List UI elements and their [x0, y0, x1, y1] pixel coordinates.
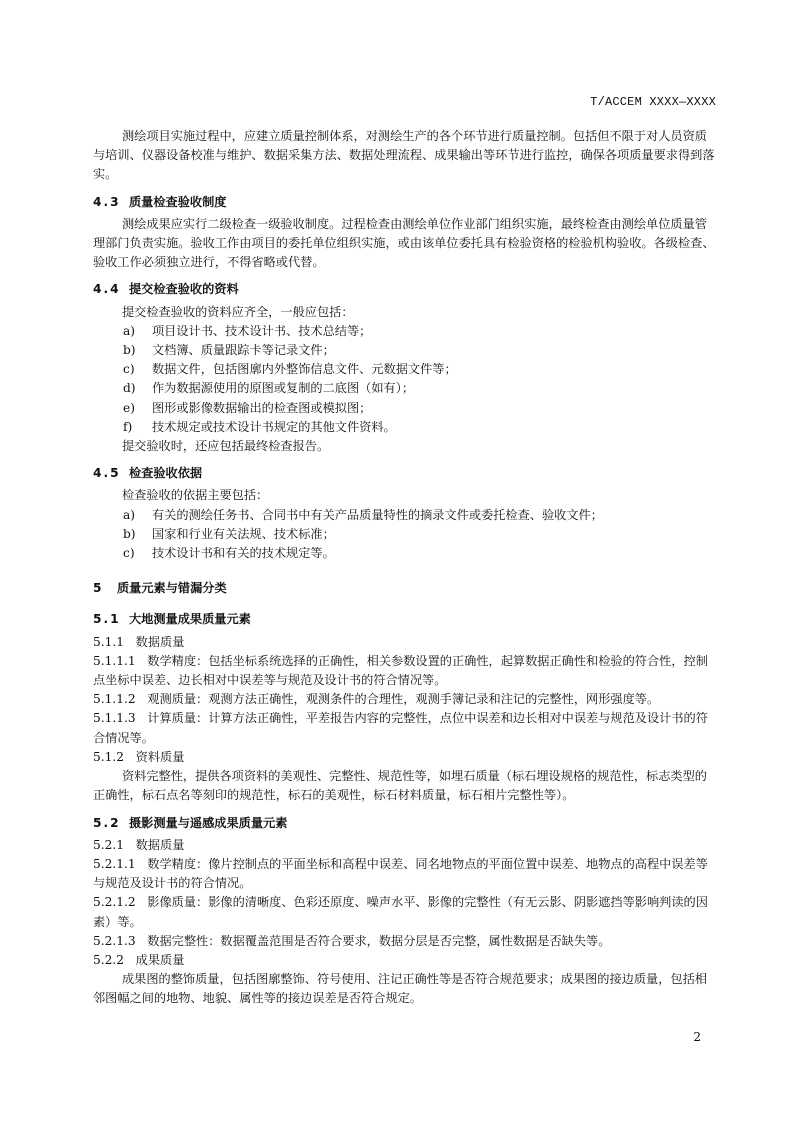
clause-text: 观测质量：观测方法正确性，观测条件的合理性，观测手簿记录和注记的完整性，网形强度等。 — [147, 692, 660, 707]
list-item-text: 有关的测绘任务书、合同书中有关产品质量特性的摘录文件或委托检查、验收文件； — [152, 507, 603, 522]
section-4-3-heading — [93, 193, 718, 212]
list-item — [93, 341, 718, 360]
clause-5-2-1-3 — [93, 932, 718, 951]
list-item-label: b) — [123, 343, 136, 358]
clause-number: 5.1.1.2 — [93, 692, 136, 707]
list-item-label: b) — [123, 526, 136, 541]
list-item-label: a) — [123, 323, 136, 338]
subsection-5-2-1-heading — [93, 836, 718, 855]
list-item-text: 图形或影像数据输出的检查图或模拟图； — [152, 400, 372, 415]
section-number: 5.1 — [93, 612, 121, 627]
section-5-2-heading — [93, 814, 718, 833]
section-number: 5.2 — [93, 815, 121, 830]
subsection-title: 数据质量 — [135, 837, 185, 852]
list-item-text: 国家和行业有关法规、技术标准； — [152, 526, 335, 541]
subsection-title: 成果质量 — [135, 952, 185, 967]
subsection-5-2-2-paragraph: 成果图的整饰质量，包括图廓整饰、符号使用、注记正确性等是否符合规范要求；成果图的接边质量，包括相邻图幅之间的地物、地貌、属性等的接边误差是否符合规定。 — [93, 972, 707, 1006]
section-4-5-heading — [93, 464, 718, 483]
clause-number: 5.1.1.1 — [93, 653, 136, 668]
list-item — [93, 360, 718, 379]
clause-text: 数学精度：包括坐标系统选择的正确性，相关参数设置的正确性，起算数据正确性和检验的符合性，控制点坐标中误差、边长相对中误差等与规范及设计书的符合情况等。 — [93, 653, 708, 688]
subsection-number: 5.2.1 — [93, 837, 125, 852]
clause-5-1-1-3 — [93, 709, 718, 747]
list-item-label: f) — [123, 419, 133, 434]
section-number: 4.5 — [93, 466, 121, 481]
section-4-4-list — [93, 322, 718, 437]
clause-5-1-1-1 — [93, 652, 718, 690]
section-4-3-paragraph: 测绘成果应实行二级检查一级验收制度。过程检查由测绘单位作业部门组织实施，最终检查由测绘单位质量管理部门负责实施。验收工作由项目的委托单位组织实施，或由该单位委托具有检验资格的检验机构验收。各级检查、验收工作必须独立进行，不得省略或代替。 — [93, 216, 715, 270]
clause-number: 5.2.1.1 — [93, 856, 136, 871]
list-item-label: c) — [123, 362, 135, 377]
subsection-5-2-2-heading — [93, 951, 718, 970]
clause-5-2-1-1 — [93, 855, 718, 893]
section-title: 大地测量成果质量元素 — [129, 612, 251, 627]
list-item-text: 技术规定或技术设计书规定的其他文件资料。 — [152, 419, 396, 434]
section-4-5-list — [93, 506, 718, 564]
list-item-text: 技术设计书和有关的技术规定等。 — [152, 546, 335, 561]
intro-paragraph: 测绘项目实施过程中，应建立质量控制体系，对测绘生产的各个环节进行质量控制。包括但不限于对人员资质与培训、仪器设备校准与维护、数据采集方法、数据处理流程、成果输出等环节进行监控，确保各项质量要求得到落实。 — [93, 129, 715, 182]
section-number: 4.3 — [93, 194, 121, 209]
list-item — [93, 322, 718, 341]
section-title: 质量检查验收制度 — [129, 194, 227, 209]
list-item-label: a) — [123, 507, 136, 522]
section-4-4-tail: 提交验收时，还应包括最终检查报告。 — [122, 439, 330, 454]
section-4-4-heading — [93, 280, 718, 299]
section-4-5-lead: 检查验收的依据主要包括： — [122, 488, 269, 503]
clause-text: 数据完整性：数据覆盖范围是否符合要求，数据分层是否完整，属性数据是否缺失等。 — [147, 933, 611, 948]
list-item-text: 作为数据源使用的原图或复制的二底图（如有）； — [152, 381, 415, 396]
clause-number: 5.2.1.3 — [93, 933, 136, 948]
section-4-4-lead: 提交检查验收的资料应齐全，一般应包括： — [122, 304, 354, 319]
section-5-1-heading — [93, 610, 718, 629]
clause-number: 5.1.1.3 — [93, 711, 136, 726]
clause-text: 影像质量：影像的清晰度、色彩还原度、噪声水平、影像的完整性（有无云影、阴影遮挡等影响判读的因素）等。 — [93, 895, 708, 929]
subsection-title: 资料质量 — [135, 749, 185, 764]
list-item — [93, 525, 718, 544]
chapter-number: 5 — [93, 581, 102, 596]
list-item-text: 项目设计书、技术设计书、技术总结等； — [152, 323, 372, 338]
subsection-5-1-1-heading — [93, 633, 718, 652]
list-item — [93, 506, 718, 525]
section-title: 提交检查验收的资料 — [129, 282, 239, 297]
list-item-text: 文档簿、质量跟踪卡等记录文件； — [152, 343, 335, 358]
clause-5-1-1-2 — [93, 690, 718, 709]
page-content — [93, 127, 718, 1009]
clause-text: 数学精度：像片控制点的平面坐标和高程中误差、同名地物点的平面位置中误差、地物点的高程中误差等与规范及设计书的符合情况。 — [93, 856, 708, 891]
subsection-number: 5.2.2 — [93, 952, 125, 967]
page-number: 2 — [693, 1030, 701, 1044]
clause-5-2-1-2 — [93, 893, 718, 931]
standard-code-header: T/ACCEM XXXX—XXXX — [590, 95, 716, 109]
section-title: 检查验收依据 — [129, 466, 203, 481]
clause-text: 计算质量：计算方法正确性，平差报告内容的完整性，点位中误差和边长相对中误差与规范及设计书的符合情况等。 — [93, 711, 708, 745]
list-item-label: e) — [123, 400, 135, 415]
subsection-number: 5.1.1 — [93, 634, 125, 649]
clause-number: 5.2.1.2 — [93, 895, 136, 910]
subsection-5-1-2-heading — [93, 748, 718, 767]
list-item-text: 数据文件，包括图廓内外整饰信息文件、元数据文件等； — [152, 362, 457, 377]
list-item — [93, 418, 718, 437]
list-item — [93, 399, 718, 418]
list-item — [93, 544, 718, 563]
subsection-number: 5.1.2 — [93, 749, 125, 764]
list-item-label: c) — [123, 546, 135, 561]
list-item — [93, 379, 718, 398]
chapter-title: 质量元素与错漏分类 — [117, 581, 227, 596]
chapter-5-heading — [93, 579, 718, 598]
subsection-5-1-2-paragraph: 资料完整性，提供各项资料的美观性、完整性、规范性等，如埋石质量（标石埋设规格的规范性，标志类型的正确性，标石点名等刻印的规范性，标石的美观性，标石材料质量，标石相片完整性等）。 — [93, 769, 707, 803]
subsection-title: 数据质量 — [135, 634, 185, 649]
list-item-label: d) — [123, 381, 136, 396]
section-title: 摄影测量与遥感成果质量元素 — [129, 815, 288, 830]
section-number: 4.4 — [93, 282, 121, 297]
